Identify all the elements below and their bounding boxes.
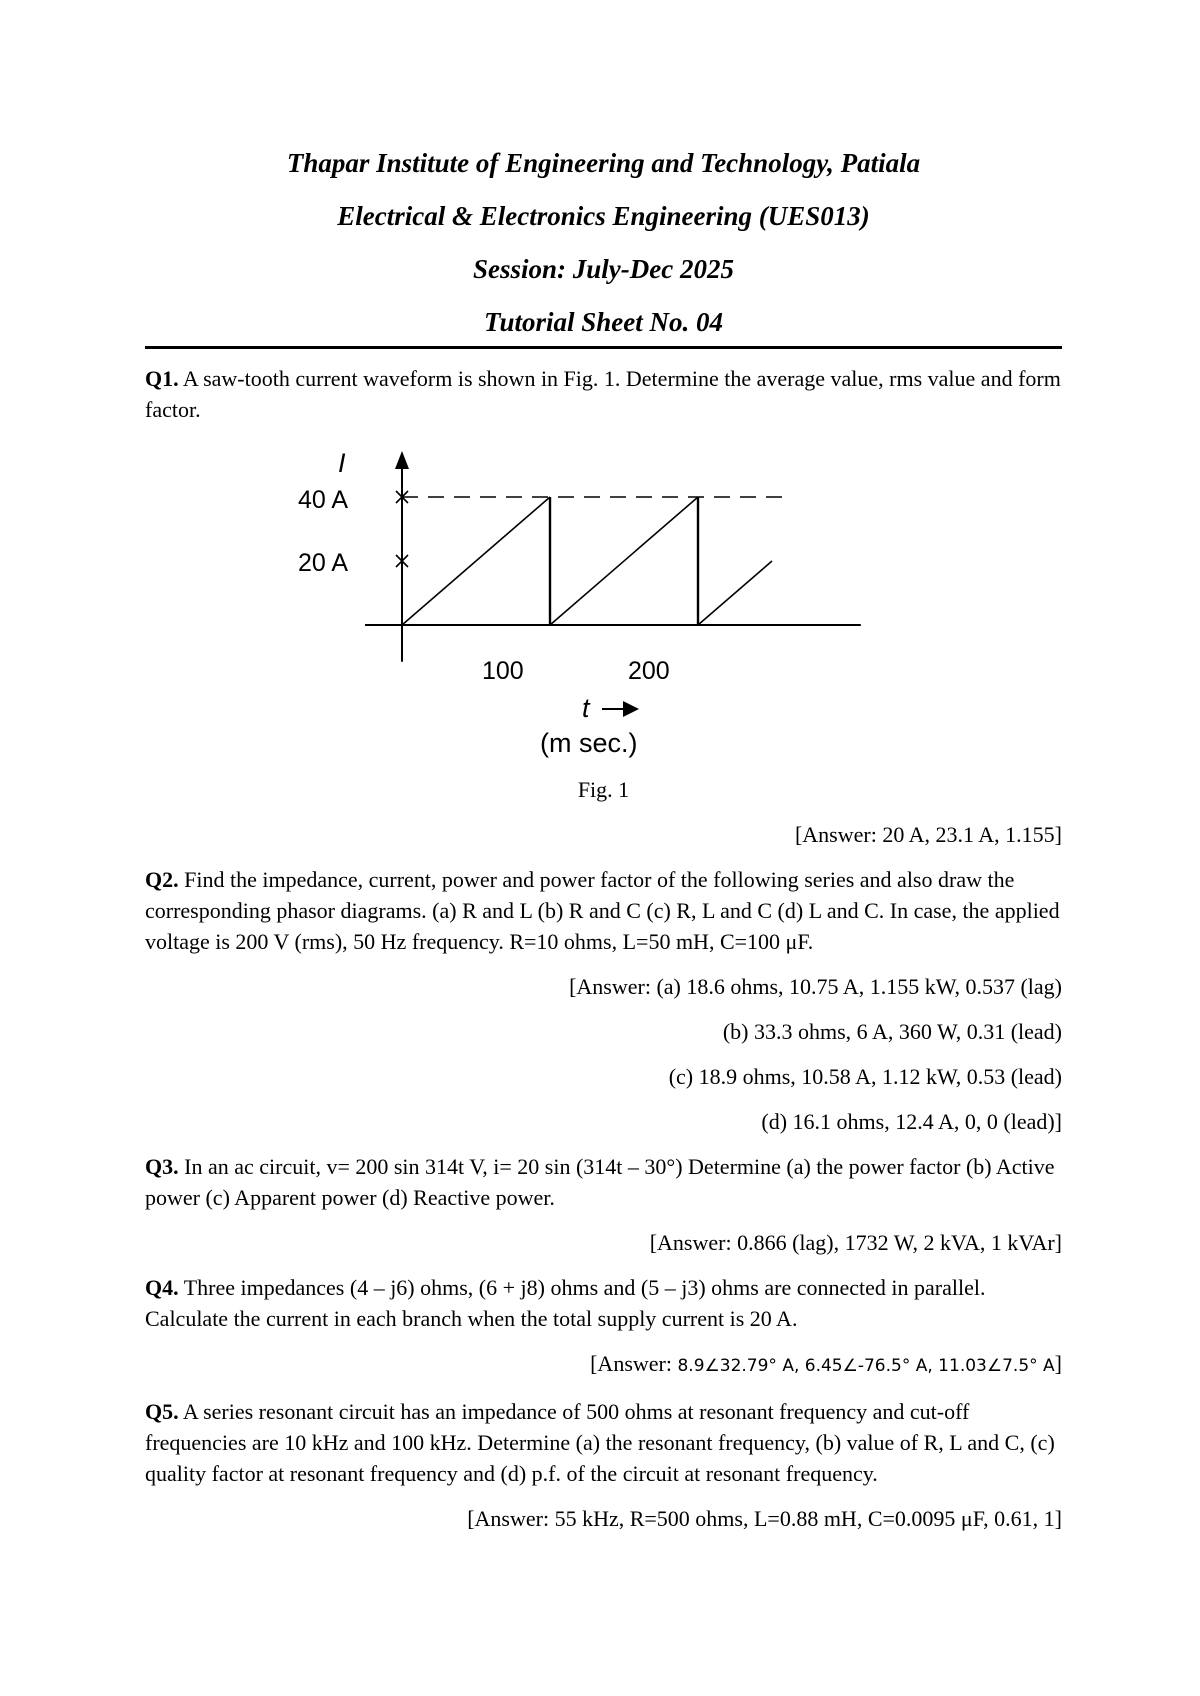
waveform-segment	[698, 561, 772, 625]
question-4-text: Three impedances (4 – j6) ohms, (6 + j8) ohms and (5 – j3) ohms are connected in parallel. Calculate the current in each branch when the total supply current is 20 A.	[145, 1275, 986, 1331]
answer-2b: (b) 33.3 ohms, 6 A, 360 W, 0.31 (lead)	[722, 1019, 1062, 1044]
y-tick-label: 20 A	[298, 549, 349, 577]
question-2-text: Find the impedance, current, power and power factor of the following series and also draw the corresponding phasor diagrams. (a) R and L (b) R and C (c) R, L and C (d) L and C. In case, the applied voltage is 200 V (rms), 50 Hz frequency. R=10 ohms, L=50 mH, C=100 μF.	[145, 867, 1060, 954]
question-5-text: A series resonant circuit has an impedance of 500 ohms at resonant frequency and cut-off frequencies are 10 kHz and 100 kHz. Determine (a) the resonant frequency, (b) value of R, L and C, (c) quality factor at resonant frequency and (d) p.f. of the circuit at resonant frequency.	[145, 1399, 1055, 1486]
x-tick-label: 100	[482, 657, 524, 685]
question-1-text: A saw-tooth current waveform is shown in Fig. 1. Determine the average value, rms value and form factor.	[145, 366, 1061, 422]
sawtooth-chart	[145, 429, 1062, 774]
answer-4	[145, 1348, 1062, 1382]
answer-4-values: 8.9∠32.79° A, 6.45∠-76.5° A, 11.03∠7.5° A	[677, 1356, 1055, 1376]
x-axis-unit: (m sec.)	[540, 728, 638, 758]
x-axis-arrow-icon	[623, 701, 639, 717]
question-5-label: Q5.	[145, 1399, 179, 1424]
y-axis-label: I	[338, 448, 346, 478]
answer-4-suffix: ]	[1054, 1351, 1062, 1376]
waveform-segment	[550, 497, 698, 625]
question-2	[145, 864, 1062, 957]
question-3	[145, 1151, 1062, 1213]
question-4	[145, 1272, 1062, 1334]
answer-2a: [Answer: (a) 18.6 ohms, 10.75 A, 1.155 kW, 0.537 (lag)	[569, 974, 1062, 999]
y-tick-label: 40 A	[298, 486, 349, 514]
tutorial-sheet	[145, 140, 1062, 1534]
sheet-title: Tutorial Sheet No. 04	[483, 307, 724, 337]
answer-3: [Answer: 0.866 (lag), 1732 W, 2 kVA, 1 kVAr]	[649, 1230, 1062, 1255]
course-title: Electrical & Electronics Engineering (UES013)	[337, 201, 870, 231]
answer-2c: (c) 18.9 ohms, 10.58 A, 1.12 kW, 0.53 (lead)	[668, 1064, 1062, 1089]
session-title: Session: July-Dec 2025	[473, 254, 734, 284]
figure-1	[145, 429, 1062, 774]
question-4-label: Q4.	[145, 1275, 179, 1300]
header-rule	[145, 346, 1062, 349]
answer-1: [Answer: 20 A, 23.1 A, 1.155]	[794, 822, 1062, 847]
question-2-label: Q2.	[145, 867, 179, 892]
answer-2d: (d) 16.1 ohms, 12.4 A, 0, 0 (lead)]	[761, 1109, 1062, 1134]
figure-caption: Fig. 1	[577, 777, 630, 802]
question-3-label: Q3.	[145, 1154, 179, 1179]
question-1	[145, 363, 1062, 425]
institute-title: Thapar Institute of Engineering and Technology, Patiala	[286, 148, 921, 178]
x-axis-label: t	[582, 693, 590, 723]
y-axis-arrow-icon	[395, 451, 409, 469]
question-1-label: Q1.	[145, 366, 179, 391]
question-5	[145, 1396, 1062, 1489]
answer-5: [Answer: 55 kHz, R=500 ohms, L=0.88 mH, C=0.0095 μF, 0.61, 1]	[467, 1506, 1062, 1531]
answer-4-prefix: [Answer:	[590, 1351, 678, 1376]
question-3-text: In an ac circuit, v= 200 sin 314t V, i= 20 sin (314t – 30°) Determine (a) the power factor (b) Active power (c) Apparent power (d) Reactive power.	[145, 1154, 1055, 1210]
x-tick-label: 200	[628, 657, 670, 685]
waveform-segment	[402, 497, 550, 625]
